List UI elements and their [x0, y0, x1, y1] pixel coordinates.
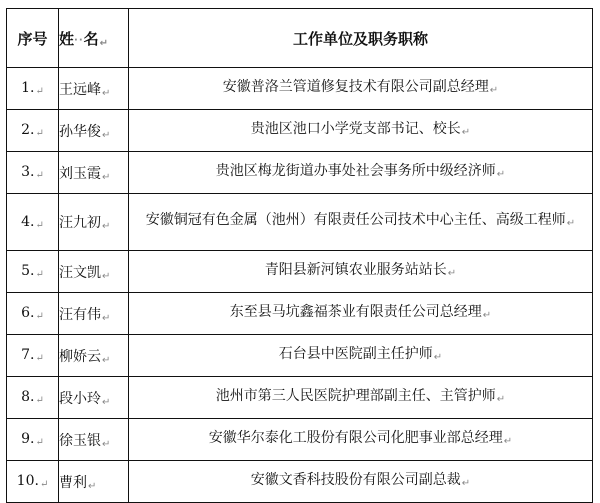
paragraph-mark-icon: ↵ — [102, 221, 111, 232]
header-name — [59, 9, 129, 68]
row-unit: 青阳县新河镇农业服务站站长↵ — [129, 251, 593, 293]
table-row — [7, 335, 593, 377]
row-no: 4.↵ — [7, 194, 59, 251]
paragraph-mark-icon: ↵ — [482, 309, 492, 321]
row-no: 8.↵ — [7, 377, 59, 419]
row-unit: 池州市第三人民医院护理部副主任、主管护师↵ — [129, 377, 593, 419]
paragraph-mark-icon: ↵ — [566, 218, 576, 229]
row-name: 汪有伟↵ — [59, 293, 129, 335]
paragraph-mark-icon: ↵ — [35, 269, 44, 280]
row-no: 5.↵ — [7, 251, 59, 293]
paragraph-mark-icon: ↵ — [503, 435, 513, 447]
row-unit: 贵池区池口小学党支部书记、校长↵ — [129, 110, 593, 152]
roster-document — [6, 8, 592, 492]
paragraph-mark-icon: ↵ — [35, 395, 44, 406]
paragraph-mark-icon: ↵ — [461, 477, 471, 489]
row-no: 10.↵ — [7, 461, 59, 503]
row-name: 王远峰↵ — [59, 68, 129, 110]
paragraph-mark-icon: ↵ — [102, 129, 111, 141]
row-no: 3.↵ — [7, 152, 59, 194]
paragraph-mark-icon: ↵ — [39, 479, 49, 490]
paragraph-mark-icon: ↵ — [35, 353, 44, 364]
header-no: 序号 — [7, 9, 59, 68]
row-no: 1.↵ — [7, 68, 59, 110]
paragraph-mark-icon: ↵ — [35, 128, 44, 139]
paragraph-mark-icon: ↵ — [35, 86, 44, 97]
paragraph-mark-icon: ↵ — [102, 270, 111, 282]
header-name-part2: 名 — [83, 29, 99, 48]
row-unit: 安徽文香科技股份有限公司副总裁↵ — [129, 461, 593, 503]
paragraph-mark-icon: ·· — [74, 34, 84, 46]
paragraph-mark-icon: ↵ — [102, 312, 111, 324]
paragraph-mark-icon: ↵ — [88, 480, 97, 492]
row-unit: 安徽普洛兰管道修复技术有限公司副总经理↵ — [129, 68, 593, 110]
paragraph-mark-icon: ↵ — [489, 84, 499, 96]
paragraph-mark-icon: ↵ — [102, 354, 111, 366]
table-row — [7, 110, 593, 152]
row-name: 汪九初↵ — [59, 194, 129, 251]
paragraph-mark-icon: ↵ — [102, 171, 111, 183]
header-row — [7, 9, 593, 68]
row-no: 7.↵ — [7, 335, 59, 377]
table-row — [7, 377, 593, 419]
paragraph-mark-icon: ↵ — [447, 267, 457, 279]
row-name: 汪文凯↵ — [59, 251, 129, 293]
row-unit: 安徽铜冠有色金属（池州）有限责任公司技术中心主任、高级工程师↵ — [129, 194, 593, 251]
table-row — [7, 251, 593, 293]
table-row — [7, 68, 593, 110]
paragraph-mark-icon: ↵ — [35, 311, 44, 322]
table-row — [7, 461, 593, 503]
row-unit: 贵池区梅龙街道办事处社会事务所中级经济师↵ — [129, 152, 593, 194]
table-row — [7, 419, 593, 461]
header-unit: 工作单位及职务职称 — [129, 9, 593, 68]
row-name: 孙华俊↵ — [59, 110, 129, 152]
paragraph-mark-icon: ↵ — [496, 168, 506, 180]
paragraph-mark-icon: ↵ — [102, 87, 111, 99]
row-name: 曹利↵ — [59, 461, 129, 503]
paragraph-mark-icon: ↵ — [433, 351, 443, 363]
header-name-part1: 姓 — [59, 29, 75, 48]
paragraph-mark-icon: ↵ — [496, 393, 506, 405]
paragraph-mark-icon: ↵ — [35, 170, 44, 181]
table-row — [7, 194, 593, 251]
table-row — [7, 152, 593, 194]
table-row — [7, 293, 593, 335]
row-no: 9.↵ — [7, 419, 59, 461]
row-name: 柳娇云↵ — [59, 335, 129, 377]
paragraph-mark-icon: ↵ — [102, 396, 111, 408]
paragraph-mark-icon: ↵ — [99, 37, 109, 49]
row-name: 段小玲↵ — [59, 377, 129, 419]
row-no: 6.↵ — [7, 293, 59, 335]
paragraph-mark-icon: ↵ — [461, 126, 471, 138]
row-unit: 石台县中医院副主任护师↵ — [129, 335, 593, 377]
paragraph-mark-icon: ↵ — [102, 438, 111, 450]
row-name: 徐玉银↵ — [59, 419, 129, 461]
roster-table — [6, 8, 593, 503]
paragraph-mark-icon: ↵ — [35, 437, 44, 448]
row-no: 2.↵ — [7, 110, 59, 152]
paragraph-mark-icon: ↵ — [35, 219, 44, 231]
row-name: 刘玉霞↵ — [59, 152, 129, 194]
row-unit: 东至县马坑鑫福茶业有限责任公司总经理↵ — [129, 293, 593, 335]
row-unit: 安徽华尔泰化工股份有限公司化肥事业部总经理↵ — [129, 419, 593, 461]
